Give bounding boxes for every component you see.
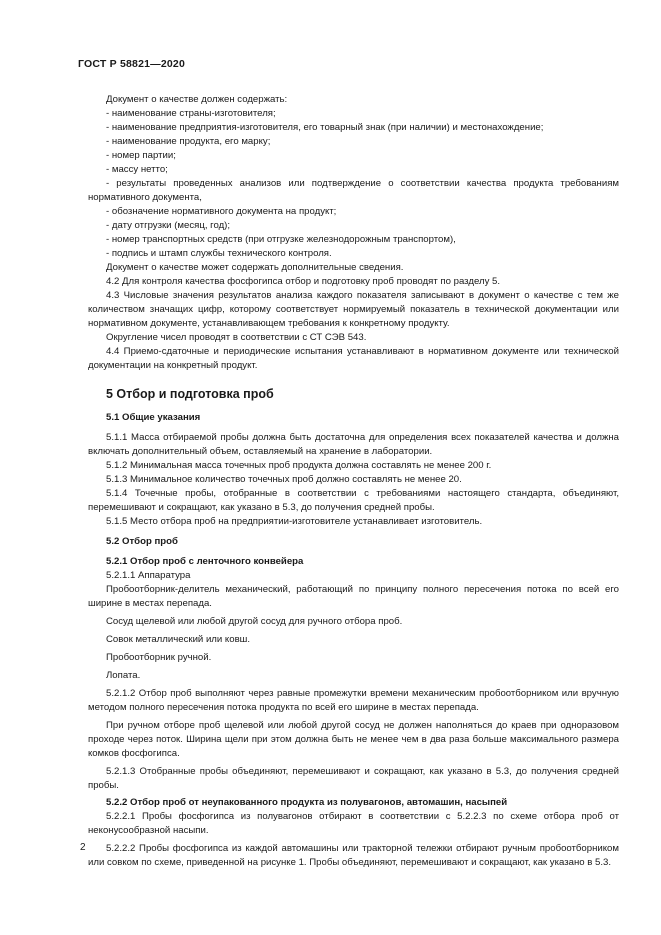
paragraph: Лопата.	[106, 670, 141, 681]
paragraph: Документ о качестве может содержать дополнительные сведения.	[106, 262, 404, 273]
paragraph-4-3: 4.3 Числовые значения результатов анализа каждого показателя записывают в документ о качестве с тем же количеством значащих цифр, которому соответствует нормируемый показатель в технической документации или нормативном документе, устанавливающем требования к конкретному продукту.	[88, 290, 619, 329]
paragraph: Пробоотборник-делитель механический, работающий по принципу полного пересечения потока по всей его ширине в местах перепада.	[88, 584, 619, 609]
list-item: - дату отгрузки (месяц, год);	[106, 220, 231, 231]
list-item: - подпись и штамп службы технического контроля.	[106, 248, 332, 259]
section-5-2-2-title: 5.2.2 Отбор проб от неупакованного продукта из полувагонов, автомашин, насыпей	[106, 797, 508, 808]
paragraph: Совок металлический или ковш.	[106, 634, 251, 645]
paragraph-5-1-3: 5.1.3 Минимальное количество точечных проб должно составлять не менее 20.	[106, 474, 462, 485]
document-header: ГОСТ Р 58821—2020	[78, 58, 186, 70]
list-item: - наименование предприятия-изготовителя, его товарный знак (при наличии) и местонахождение;	[106, 122, 544, 133]
section-5-title: 5 Отбор и подготовка проб	[106, 387, 274, 401]
list-item: - результаты проведенных анализов или подтверждение о соответствии качества продукта требованиям нормативного документа,	[88, 178, 619, 203]
intro-paragraph: Документ о качестве должен содержать:	[106, 94, 288, 105]
paragraph-5-1-4: 5.1.4 Точечные пробы, отобранные в соответствии с требованиями настоящего стандарта, объединяют, перемешивают и сокращают, как указано в 5.3, до получения средней пробы.	[88, 488, 619, 513]
paragraph-5-2-1-1: 5.2.1.1 Аппаратура	[106, 570, 191, 581]
list-item: - наименование страны-изготовителя;	[106, 108, 276, 119]
paragraph: Сосуд щелевой или любой другой сосуд для ручного отбора проб.	[106, 616, 403, 627]
list-item: - наименование продукта, его марку;	[106, 136, 271, 147]
paragraph-5-2-2-2: 5.2.2.2 Пробы фосфогипса из каждой автомашины или тракторной тележки отбирают ручным пробоотборником или совком по схеме, приведенной на рисунке 1. Пробы объединяют, перемешивают и сокращают, как указано в 5.3.	[88, 843, 619, 868]
list-item: - номер транспортных средств (при отгрузке железнодорожным транспортом),	[106, 234, 456, 245]
paragraph: Пробоотборник ручной.	[106, 652, 212, 663]
paragraph-5-1-2: 5.1.2 Минимальная масса точечных проб продукта должна составлять не менее 200 г.	[106, 460, 492, 471]
paragraph: При ручном отборе проб щелевой или любой другой сосуд не должен наполняться до краев при одноразовом проходе через поток. Ширина щели при этом должна быть не менее чем в два раза больше максимального размера комков фосфогипса.	[88, 720, 619, 759]
paragraph-5-1-1: 5.1.1 Масса отбираемой пробы должна быть достаточна для определения всех показателей качества и должна включать дополнительный объем, оставляемый на хранение в лаборатории.	[88, 432, 619, 457]
section-5-1-title: 5.1 Общие указания	[106, 412, 201, 423]
document-content	[88, 93, 619, 870]
list-item: - обозначение нормативного документа на продукт;	[106, 206, 337, 217]
list-item: - массу нетто;	[106, 164, 168, 175]
paragraph-5-2-1-2: 5.2.1.2 Отбор проб выполняют через равные промежутки времени механическим пробоотборником или вручную методом полного пересечения потока продукта по всей его ширине в местах перепада.	[88, 688, 619, 713]
paragraph-5-2-1-3: 5.2.1.3 Отобранные пробы объединяют, перемешивают и сокращают, как указано в 5.3, до получения средней пробы.	[88, 766, 619, 791]
paragraph-5-2-2-1: 5.2.2.1 Пробы фосфогипса из полувагонов отбирают в соответствии с 5.2.2.3 по схеме отбора проб от неконусообразной насыпи.	[88, 811, 619, 836]
paragraph-4-4: 4.4 Приемо-сдаточные и периодические испытания устанавливают в нормативном документе или технической документации на конкретный продукт.	[88, 346, 619, 371]
page-number: 2	[80, 842, 86, 853]
list-item: - номер партии;	[106, 150, 176, 161]
paragraph-5-1-5: 5.1.5 Место отбора проб на предприятии-изготовителе устанавливает изготовитель.	[106, 516, 483, 527]
paragraph: Округление чисел проводят в соответствии с СТ СЭВ 543.	[106, 332, 367, 343]
section-5-2-title: 5.2 Отбор проб	[106, 536, 178, 547]
paragraph-4-2: 4.2 Для контроля качества фосфогипса отбор и подготовку проб проводят по разделу 5.	[106, 276, 501, 287]
section-5-2-1-title: 5.2.1 Отбор проб с ленточного конвейера	[106, 556, 304, 567]
